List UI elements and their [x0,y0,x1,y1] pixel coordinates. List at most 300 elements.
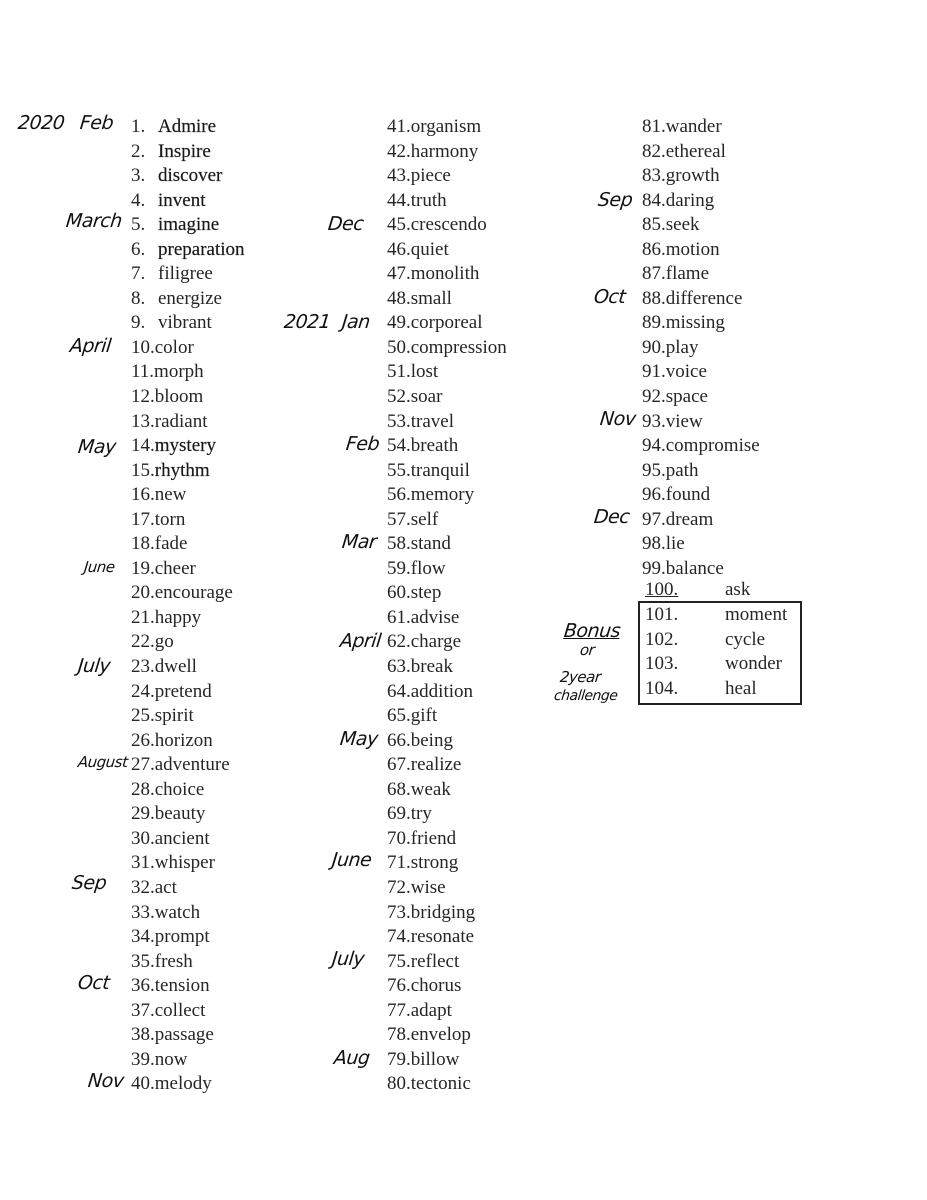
handwritten-month-aug-2021: Aug [332,1047,371,1069]
handwritten-month-sep-2021: Sep [596,189,634,211]
list-item [387,557,507,582]
item-number: 26. [131,729,155,751]
item-word: organism [410,116,482,137]
item-number: 16. [131,484,155,506]
list-item [387,729,507,754]
item-number: 57. [387,508,411,530]
item-number: 37. [131,999,155,1021]
item-word: morph [154,361,204,383]
list-item-100: 100. ask [645,579,751,600]
list-item [131,606,245,631]
item-word: path [665,459,699,481]
item-number: 46. [387,238,411,260]
item-word: act [154,876,177,898]
list-item [642,213,760,238]
item-word: motion [665,238,720,260]
handwritten-month-dec-2021: Dec [592,506,631,528]
item-number: 80. [387,1073,411,1095]
list-item [387,238,507,263]
list-item [642,459,760,484]
handwritten-month-july: July [76,655,112,677]
item-number: 50. [387,336,411,358]
item-number: 14. [131,435,155,457]
item-number: 86. [642,238,666,260]
item-word: energize [158,287,222,309]
item-number: 54. [387,435,411,457]
list-item [387,901,507,926]
list-item [131,851,245,876]
item-word: seek [665,214,700,236]
item-word: passage [154,1024,214,1046]
list-item [131,459,245,484]
item-word: quiet [410,238,449,260]
item-number: 8. [131,287,146,309]
handwritten-month-dec: Dec [326,213,365,235]
item-number: 83. [642,165,666,187]
item-number: 19. [131,557,155,579]
list-item [131,410,245,435]
item-word: weak [410,778,451,800]
item-word: lost [410,361,439,383]
list-item [387,262,507,287]
list-item [387,140,507,165]
item-number: 35. [131,950,155,972]
handwritten-or-label: or [579,641,596,659]
list-item [387,925,507,950]
item-word: now [154,1048,188,1070]
list-item [131,287,245,312]
list-item [131,434,245,459]
list-item [387,532,507,557]
list-item [387,974,507,999]
item-word: wander [665,116,722,137]
bonus-item: 102. cycle [645,628,766,650]
item-word: watch [154,901,201,923]
item-number: 77. [387,999,411,1021]
item-word: radiant [154,410,208,432]
item-word: preparation [158,238,245,260]
list-item [131,753,245,778]
list-item [387,115,507,140]
item-word: torn [154,508,186,530]
list-item [642,434,760,459]
item-number: 24. [131,680,155,702]
item-number: 48. [387,287,411,309]
item-number: 85. [642,214,666,236]
handwritten-month-may-2021: May [338,728,379,750]
item-number: 56. [387,484,411,506]
list-item [642,262,760,287]
list-item [131,164,245,189]
item-number: 62. [387,631,411,653]
item-word: corporeal [410,312,483,334]
list-item [642,189,760,214]
word-column-3 [642,115,760,581]
item-number: 33. [131,901,155,923]
item-number: 74. [387,926,411,948]
handwritten-month-july-2021: July [330,948,366,970]
item-number: 93. [642,410,666,432]
item-word: chorus [410,975,462,997]
list-item [131,901,245,926]
item-word: go [154,631,174,653]
item-word: encourage [154,582,233,604]
list-item [642,164,760,189]
item-word: step [410,582,442,604]
item-word: envelop [410,1024,471,1046]
item-word: breath [410,435,459,457]
item-number: 63. [387,656,411,678]
bonus-item: 103. wonder [645,653,782,674]
item-number: 79. [387,1048,411,1070]
item-number: 44. [387,189,411,211]
item-number: 18. [131,533,155,555]
list-item [131,238,245,263]
item-word: gift [410,705,438,727]
list-item [387,630,507,655]
item-number: 97. [642,508,666,530]
item-number: 4. [131,189,146,211]
list-item [131,729,245,754]
item-number: 6. [131,238,146,260]
item-number: 69. [387,803,411,825]
list-item [387,753,507,778]
item-word: reflect [410,950,460,972]
item-word: memory [410,484,475,506]
item-word: flow [410,557,446,579]
handwritten-month-march: March [64,210,123,232]
list-item [131,508,245,533]
item-word: soar [410,386,443,408]
item-number: 52. [387,386,411,408]
item-word: addition [410,680,474,702]
item-number: 25. [131,705,155,727]
item-word: crescendo [410,214,487,236]
item-word: color [154,336,194,358]
handwritten-month-april: April [68,335,113,357]
item-number: 91. [642,361,666,383]
item-number: 84. [642,189,666,211]
list-item [642,336,760,361]
list-item [387,434,507,459]
item-number: 53. [387,410,411,432]
handwritten-month-feb: Feb [78,112,115,134]
handwritten-year-2021: 2021 [282,311,332,333]
item-number: 45. [387,214,411,236]
list-item [131,999,245,1024]
item-word: rhythm [154,459,210,481]
item-number: 64. [387,680,411,702]
item-word: ancient [154,827,210,849]
list-item [642,360,760,385]
item-word: travel [410,410,455,432]
list-item [387,483,507,508]
list-item [642,238,760,263]
item-number: 21. [131,606,155,628]
item-word: adventure [154,754,230,776]
item-number: 31. [131,852,155,874]
item-word: resonate [410,926,475,948]
list-item [387,606,507,631]
list-item [131,655,245,680]
item-word: daring [665,189,715,211]
handwritten-2year-label: 2year [559,668,602,686]
item-word: wise [410,876,446,898]
item-word: fresh [154,950,193,972]
item-number: 96. [642,484,666,506]
item-number: 15. [131,459,155,481]
item-word: try [410,803,432,825]
bonus-item: 104. heal [645,677,757,699]
item-word: cheer [154,557,196,579]
item-word: tranquil [410,459,470,481]
item-word: advise [410,606,460,628]
item-word: bloom [154,386,204,408]
item-word: imagine [158,214,220,236]
item-word: ethereal [665,140,726,162]
list-item [387,164,507,189]
list-item [131,262,245,287]
item-number: 71. [387,852,411,874]
item-number: 39. [131,1048,155,1070]
list-item [642,483,760,508]
item-number: 5. [131,214,146,236]
handwritten-challenge-label: challenge [553,688,619,704]
item-number: 20. [131,582,155,604]
item-word: stand [410,533,451,555]
list-item [387,213,507,238]
item-word: lie [665,533,685,555]
handwritten-bonus-label: Bonus [562,620,622,642]
item-number: 27. [131,754,155,776]
item-number: 99. [642,557,666,579]
item-word: play [665,336,699,358]
item-number: 98. [642,533,666,555]
item-number: 36. [131,975,155,997]
item-number: 92. [642,386,666,408]
item-word: prompt [154,926,210,948]
list-item [387,311,507,336]
list-item [387,410,507,435]
item-word: discover [158,165,223,187]
list-item [131,827,245,852]
item-word: flame [665,263,710,285]
item-number: 76. [387,975,411,997]
item-number: 61. [387,606,411,628]
item-word: truth [410,189,447,211]
list-item [387,1023,507,1048]
item-number: 78. [387,1024,411,1046]
item-number: 51. [387,361,411,383]
item-word: friend [410,827,457,849]
handwritten-month-oct: Oct [76,972,111,994]
item-word: compromise [665,435,760,457]
bonus-item: 101. moment [645,604,788,625]
item-number: 11. [131,361,155,383]
list-item [387,778,507,803]
item-number: 41. [387,116,411,137]
item-word: space [665,386,708,408]
item-number: 32. [131,876,155,898]
handwritten-month-june-2021: June [330,849,373,871]
list-item [387,336,507,361]
list-item [131,950,245,975]
item-word: growth [665,165,720,187]
list-item [642,410,760,435]
item-word: collect [154,999,206,1021]
list-item [387,287,507,312]
list-item [131,630,245,655]
item-word: piece [410,165,451,187]
list-item [387,680,507,705]
item-number: 43. [387,165,411,187]
item-word: melody [154,1073,212,1095]
list-item [131,385,245,410]
item-word: happy [154,606,202,628]
item-word: missing [665,312,725,334]
item-word: harmony [410,140,479,162]
item-number: 10. [131,336,155,358]
list-item [387,459,507,484]
list-item [642,311,760,336]
item-number: 49. [387,312,411,334]
item-word: filigree [158,263,213,285]
item-number: 59. [387,557,411,579]
item-number: 88. [642,287,666,309]
list-item [131,704,245,729]
item-word: adapt [410,999,452,1021]
item-word: new [154,484,187,506]
item-word: small [410,287,452,309]
word-column-2 [387,115,507,1097]
word-column-1 [131,115,245,1097]
item-number: 95. [642,459,666,481]
item-word: found [665,484,711,506]
item-word: realize [410,754,462,776]
handwritten-month-june: June [83,558,116,576]
item-number: 81. [642,116,666,137]
list-item [131,360,245,385]
list-item [387,508,507,533]
item-number: 40. [131,1073,155,1095]
list-item [642,115,760,140]
list-item [131,1048,245,1073]
item-word: voice [665,361,707,383]
list-item [642,385,760,410]
list-item [131,336,245,361]
list-item [387,1048,507,1073]
list-item [131,680,245,705]
handwritten-month-august: August [77,753,129,771]
item-number: 67. [387,754,411,776]
item-word: compression [410,336,507,358]
list-item [642,508,760,533]
item-word: whisper [154,852,215,874]
handwritten-month-feb-2021: Feb [344,433,381,455]
item-number: 22. [131,631,155,653]
item-word: strong [410,852,459,874]
handwritten-month-may: May [76,436,117,458]
item-word: monolith [410,263,480,285]
list-item [642,287,760,312]
handwritten-month-april-2021: April [338,630,383,652]
item-word: balance [665,557,724,579]
item-number: 58. [387,533,411,555]
item-number: 7. [131,263,146,285]
list-item [387,827,507,852]
handwritten-month-jan: Jan [340,311,371,333]
item-word: Inspire [158,140,211,162]
list-item [642,532,760,557]
item-number: 66. [387,729,411,751]
item-word: beauty [154,803,206,825]
item-word: dream [665,508,714,530]
item-word: charge [410,631,462,653]
item-word: spirit [154,705,194,727]
item-word: mystery [154,435,216,457]
list-item [131,1072,245,1097]
item-word: billow [410,1048,460,1070]
list-item [387,189,507,214]
item-number: 38. [131,1024,155,1046]
item-number: 73. [387,901,411,923]
list-item [131,1023,245,1048]
item-word: bridging [410,901,476,923]
handwritten-month-mar-2021: Mar [340,531,378,553]
item-word: horizon [154,729,213,751]
item-word: tectonic [410,1073,471,1095]
item-word: self [410,508,439,530]
item-word: break [410,656,453,678]
list-item [131,483,245,508]
list-item [131,974,245,999]
item-number: 55. [387,459,411,481]
handwritten-month-oct-2021: Oct [592,286,627,308]
item-word: tension [154,975,210,997]
item-word: pretend [154,680,212,702]
item-number: 68. [387,778,411,800]
item-number: 1. [131,116,146,137]
list-item [387,581,507,606]
list-item [387,385,507,410]
item-number: 94. [642,435,666,457]
list-item [387,950,507,975]
list-item [387,999,507,1024]
item-word: dwell [154,656,197,678]
handwritten-month-nov-2021: Nov [598,408,637,430]
item-word: invent [158,189,206,211]
item-number: 65. [387,705,411,727]
list-item [131,213,245,238]
list-item [131,876,245,901]
list-item [642,140,760,165]
item-word: choice [154,778,205,800]
item-word: fade [154,533,188,555]
item-number: 60. [387,582,411,604]
list-item [387,655,507,680]
item-number: 34. [131,926,155,948]
item-number: 12. [131,386,155,408]
item-number: 42. [387,140,411,162]
list-item [131,189,245,214]
item-number: 23. [131,656,155,678]
handwritten-month-nov: Nov [86,1070,125,1092]
list-item [387,1072,507,1097]
list-item [131,532,245,557]
item-number: 87. [642,263,666,285]
list-item [387,360,507,385]
item-number: 72. [387,876,411,898]
